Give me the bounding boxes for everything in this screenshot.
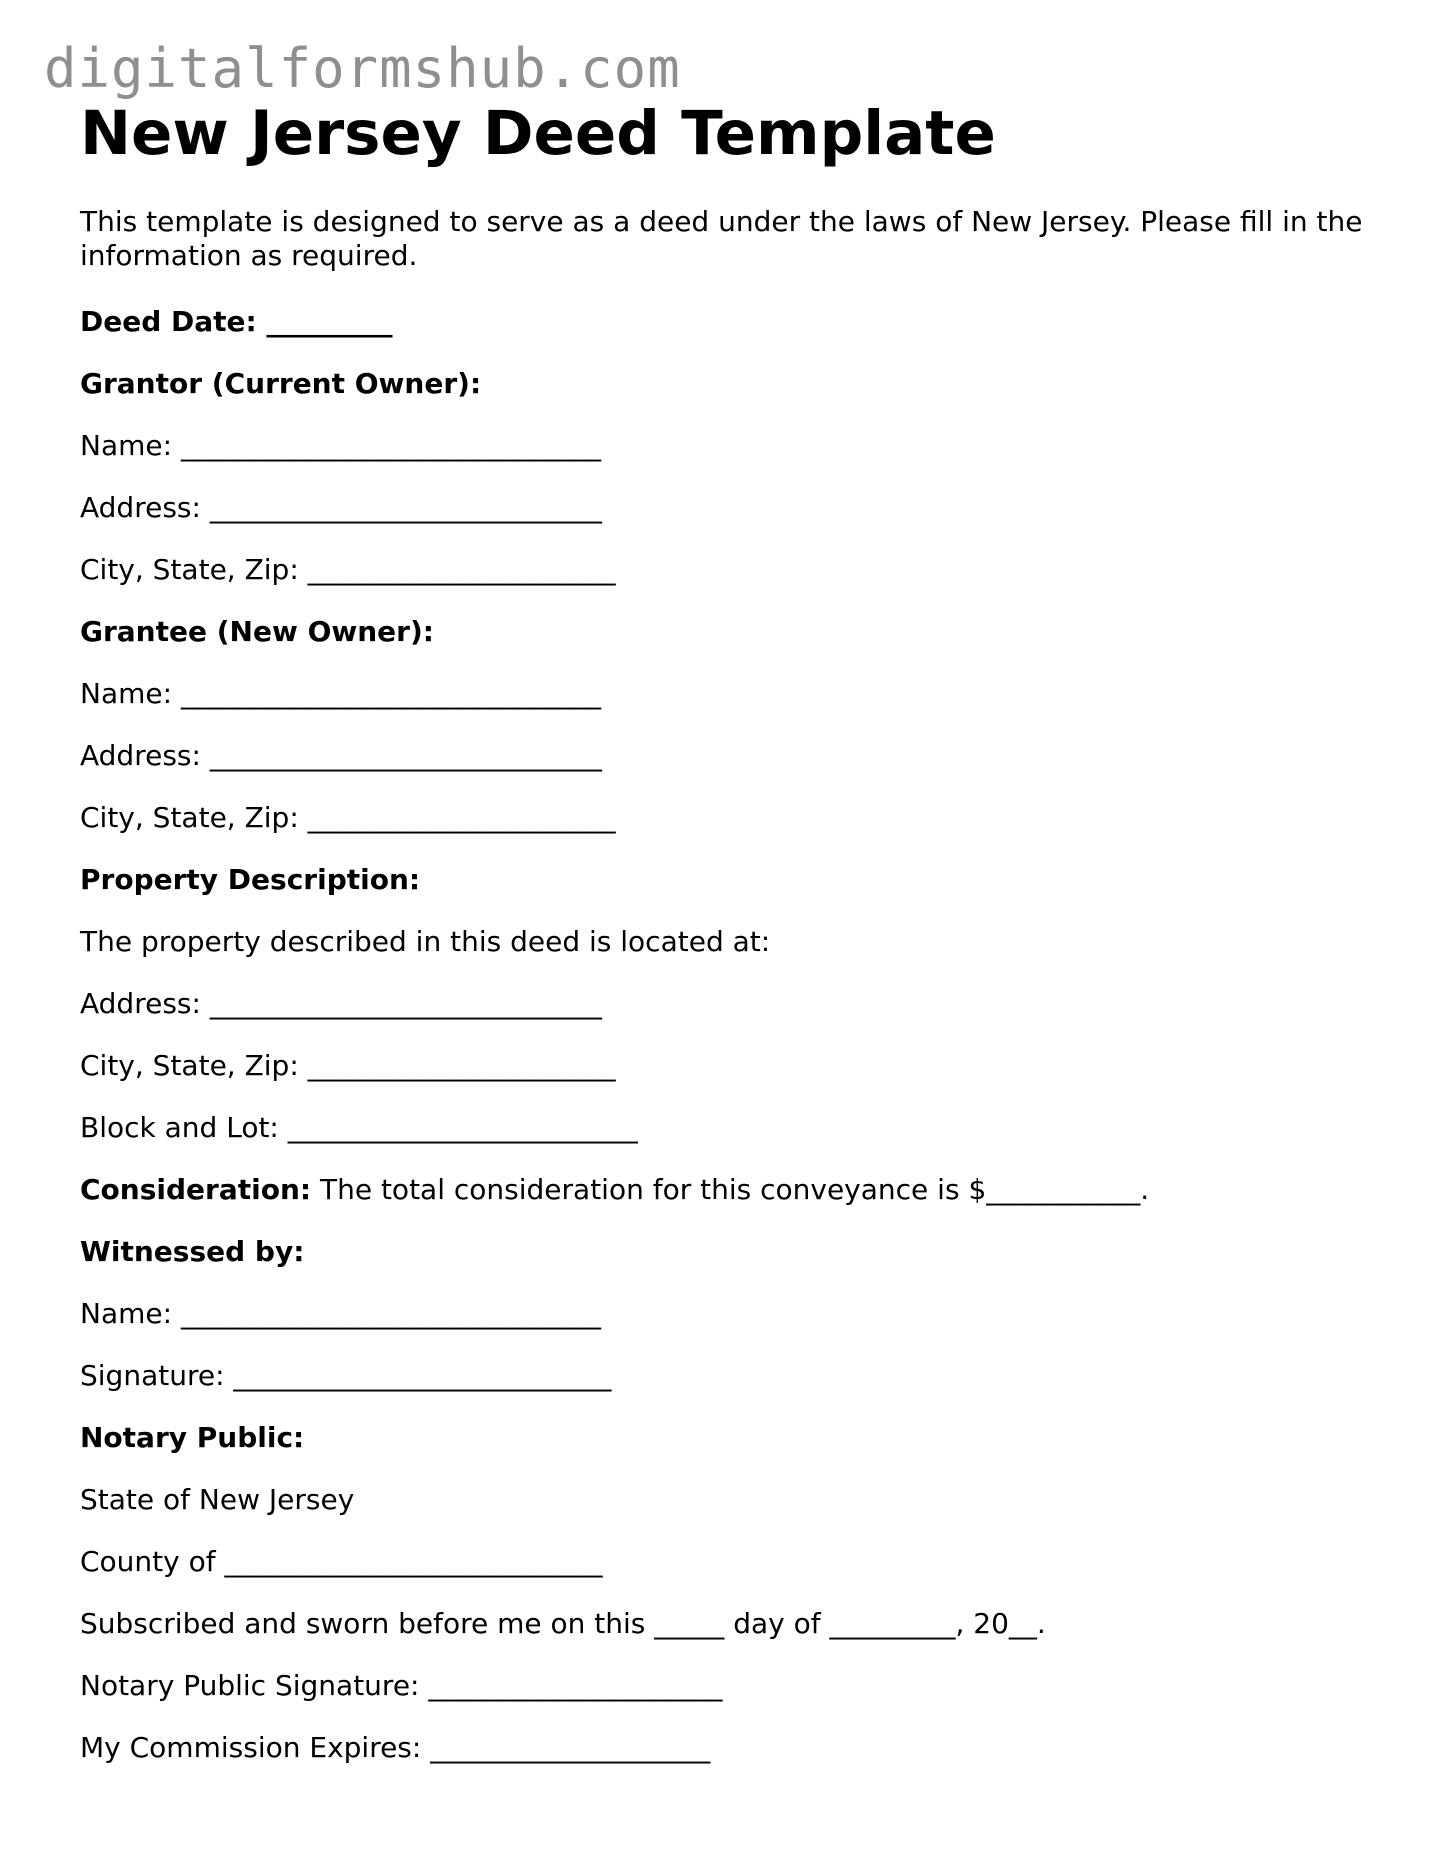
witness-name-field[interactable]: Name: ______________________________	[80, 1297, 601, 1330]
property-description-text: The property described in this deed is located at:	[80, 925, 771, 958]
consideration-label: Consideration:	[80, 1173, 312, 1206]
notary-county-field[interactable]: County of ___________________________	[80, 1545, 603, 1578]
notary-state-text: State of New Jersey	[80, 1483, 355, 1516]
property-city-state-zip-field[interactable]: City, State, Zip: ______________________	[80, 1049, 616, 1082]
notary-signature-field[interactable]: Notary Public Signature: _____________________	[80, 1669, 723, 1702]
witness-heading: Witnessed by:	[80, 1235, 305, 1268]
deed-document	[80, 98, 1370, 1764]
property-address-field[interactable]: Address: ____________________________	[80, 987, 602, 1020]
notary-heading: Notary Public:	[80, 1421, 305, 1454]
grantee-city-state-zip-field[interactable]: City, State, Zip: ______________________	[80, 801, 616, 834]
grantor-heading: Grantor (Current Owner):	[80, 367, 482, 400]
grantee-address-field[interactable]: Address: ____________________________	[80, 739, 602, 772]
grantee-heading: Grantee (New Owner):	[80, 615, 434, 648]
commission-expires-field[interactable]: My Commission Expires: ____________________	[80, 1731, 711, 1764]
page-title: New Jersey Deed Template	[80, 98, 996, 169]
block-and-lot-field[interactable]: Block and Lot: _________________________	[80, 1111, 638, 1144]
notary-sworn-date-field[interactable]: Subscribed and sworn before me on this _____ day of _________, 20__.	[80, 1607, 1046, 1640]
deed-date-field[interactable]: Deed Date: _________	[80, 305, 393, 338]
grantee-name-field[interactable]: Name: ______________________________	[80, 677, 601, 710]
grantor-city-state-zip-field[interactable]: City, State, Zip: ______________________	[80, 553, 616, 586]
watermark-logo: digitalformshub.com	[44, 37, 681, 100]
witness-signature-field[interactable]: Signature: ___________________________	[80, 1359, 612, 1392]
grantor-address-field[interactable]: Address: ____________________________	[80, 491, 602, 524]
consideration-text: The total consideration for this conveyance is $___________.	[311, 1173, 1150, 1206]
property-description-heading: Property Description:	[80, 863, 421, 896]
intro-paragraph: This template is designed to serve as a deed under the laws of New Jersey. Please fill in the information as required.	[80, 205, 1363, 272]
grantor-name-field[interactable]: Name: ______________________________	[80, 429, 601, 462]
consideration-field[interactable]	[80, 1173, 1149, 1207]
